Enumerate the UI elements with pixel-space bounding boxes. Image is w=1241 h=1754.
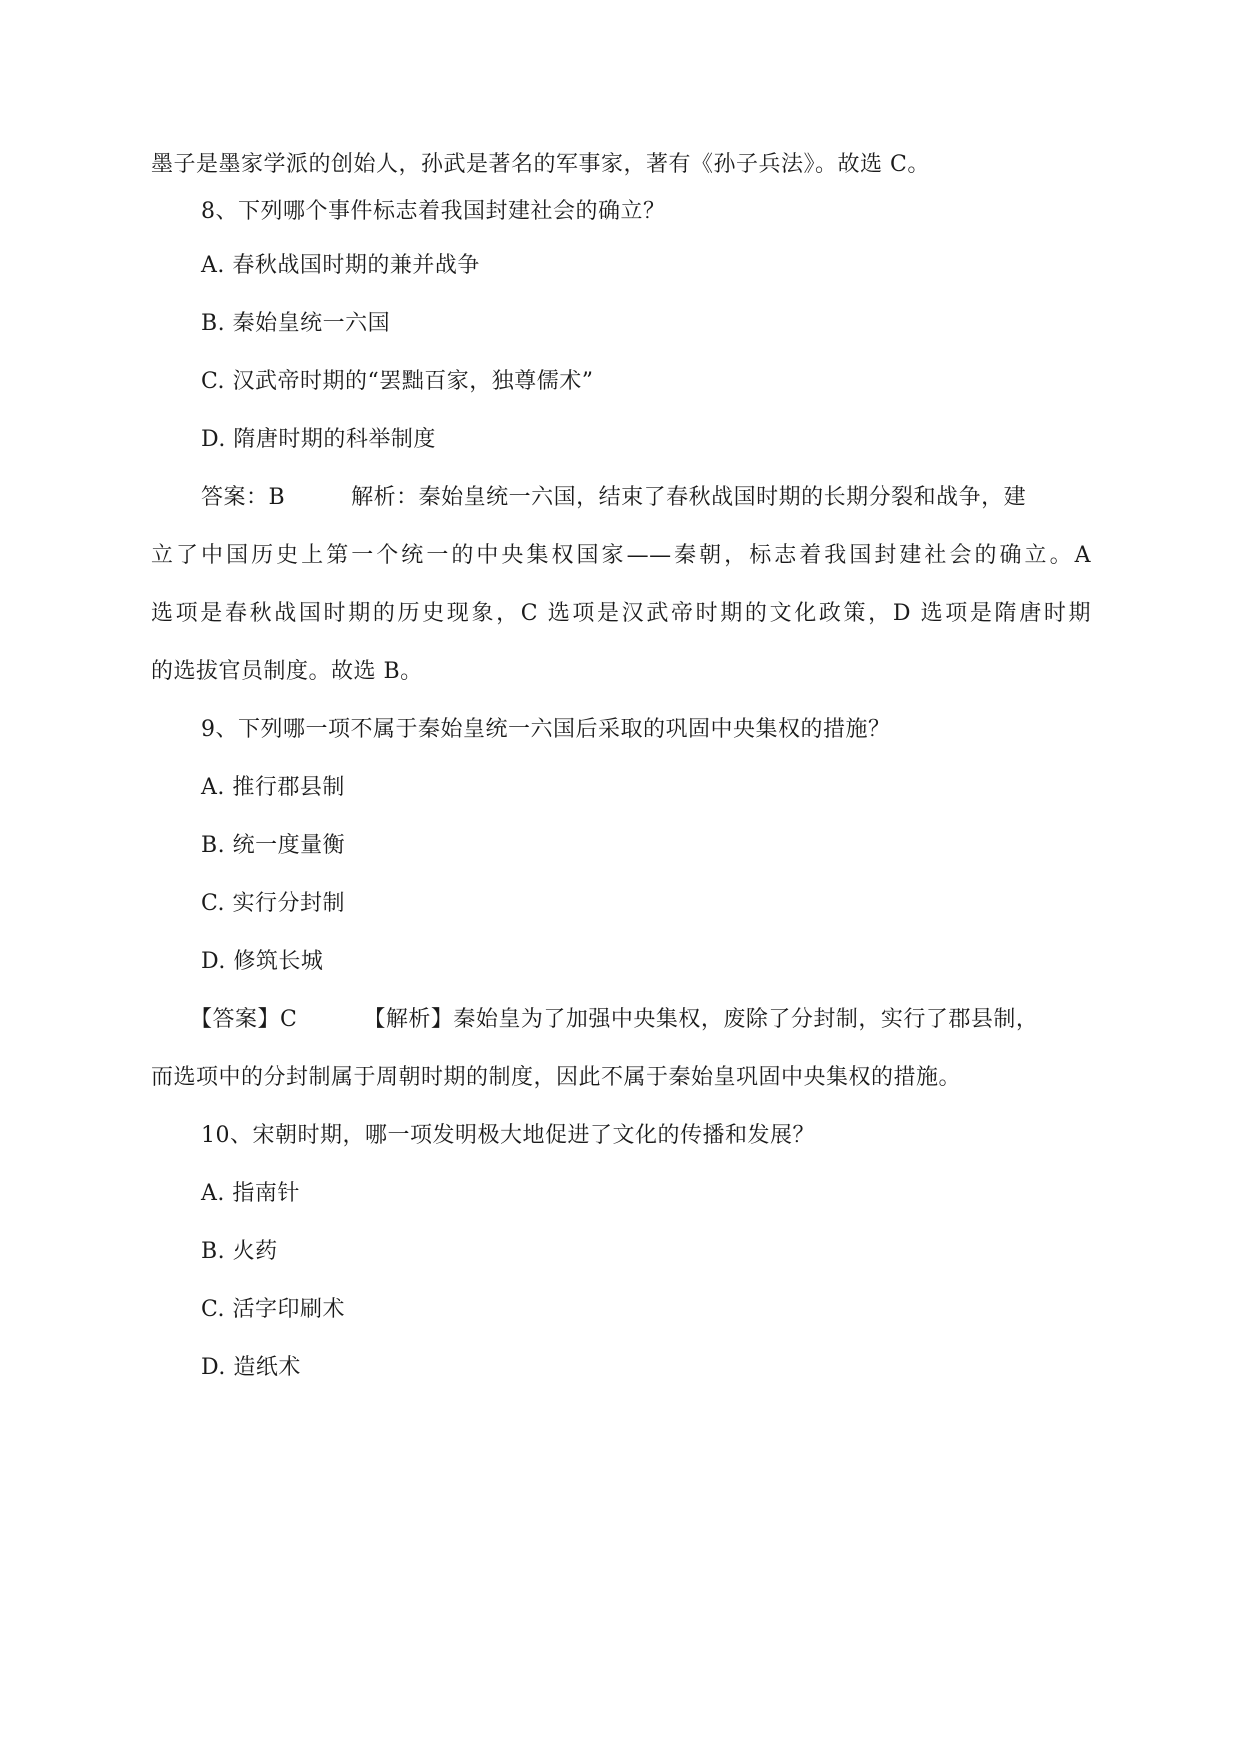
q8-option-d: D. 隋唐时期的科举制度	[201, 427, 436, 452]
q8-option-b: B. 秦始皇统一六国	[201, 311, 391, 336]
q9-option-d: D. 修筑长城	[201, 949, 324, 974]
q8-answer-line	[201, 483, 1141, 513]
q8-option-a: A. 春秋战国时期的兼并战争	[201, 253, 480, 278]
q10-option-d: D. 造纸术	[201, 1355, 301, 1380]
q10-option-a: A. 指南针	[201, 1181, 300, 1206]
q8-question: 8、下列哪个事件标志着我国封建社会的确立？	[201, 199, 666, 224]
q9-option-c: C. 实行分封制	[201, 891, 346, 916]
q10-option-c: C. 活字印刷术	[201, 1297, 346, 1322]
q10-option-b: B. 火药	[201, 1239, 278, 1264]
q9-analysis-line-2: 而选项中的分封制属于周朝时期的制度，因此不属于秦始皇巩固中央集权的措施。	[151, 1065, 962, 1090]
q9-option-a: A. 推行郡县制	[201, 775, 345, 800]
q9-question: 9、下列哪一项不属于秦始皇统一六国后采取的巩固中央集权的措施？	[201, 717, 891, 742]
q8-analysis-line-3: 选项是春秋战国时期的历史现象，C 选项是汉武帝时期的文化政策，D 选项是隋唐时期	[151, 601, 1091, 626]
q8-answer: 答案：B	[201, 485, 286, 510]
q9-analysis-line-1: 【解析】秦始皇为了加强中央集权，废除了分封制，实行了郡县制，	[363, 1007, 1039, 1032]
q10-question: 10、宋朝时期，哪一项发明极大地促进了文化的传播和发展？	[201, 1123, 815, 1148]
q9-answer: 【答案】C	[190, 1007, 298, 1032]
q7-explanation-tail: 墨子是墨家学派的创始人，孙武是著名的军事家，著有《孙子兵法》。故选 C。	[151, 152, 930, 177]
q8-analysis-line-1: 解析：秦始皇统一六国，结束了春秋战国时期的长期分裂和战争，建	[351, 485, 1027, 510]
q8-option-c: C. 汉武帝时期的“罢黜百家，独尊儒术”	[201, 369, 594, 394]
q9-option-b: B. 统一度量衡	[201, 833, 346, 858]
q8-analysis-line-4: 的选拔官员制度。故选 B。	[151, 659, 423, 684]
q8-analysis-line-2: 立了中国历史上第一个统一的中央集权国家——秦朝，标志着我国封建社会的确立。A	[151, 543, 1091, 568]
q9-answer-line	[190, 1005, 1130, 1035]
